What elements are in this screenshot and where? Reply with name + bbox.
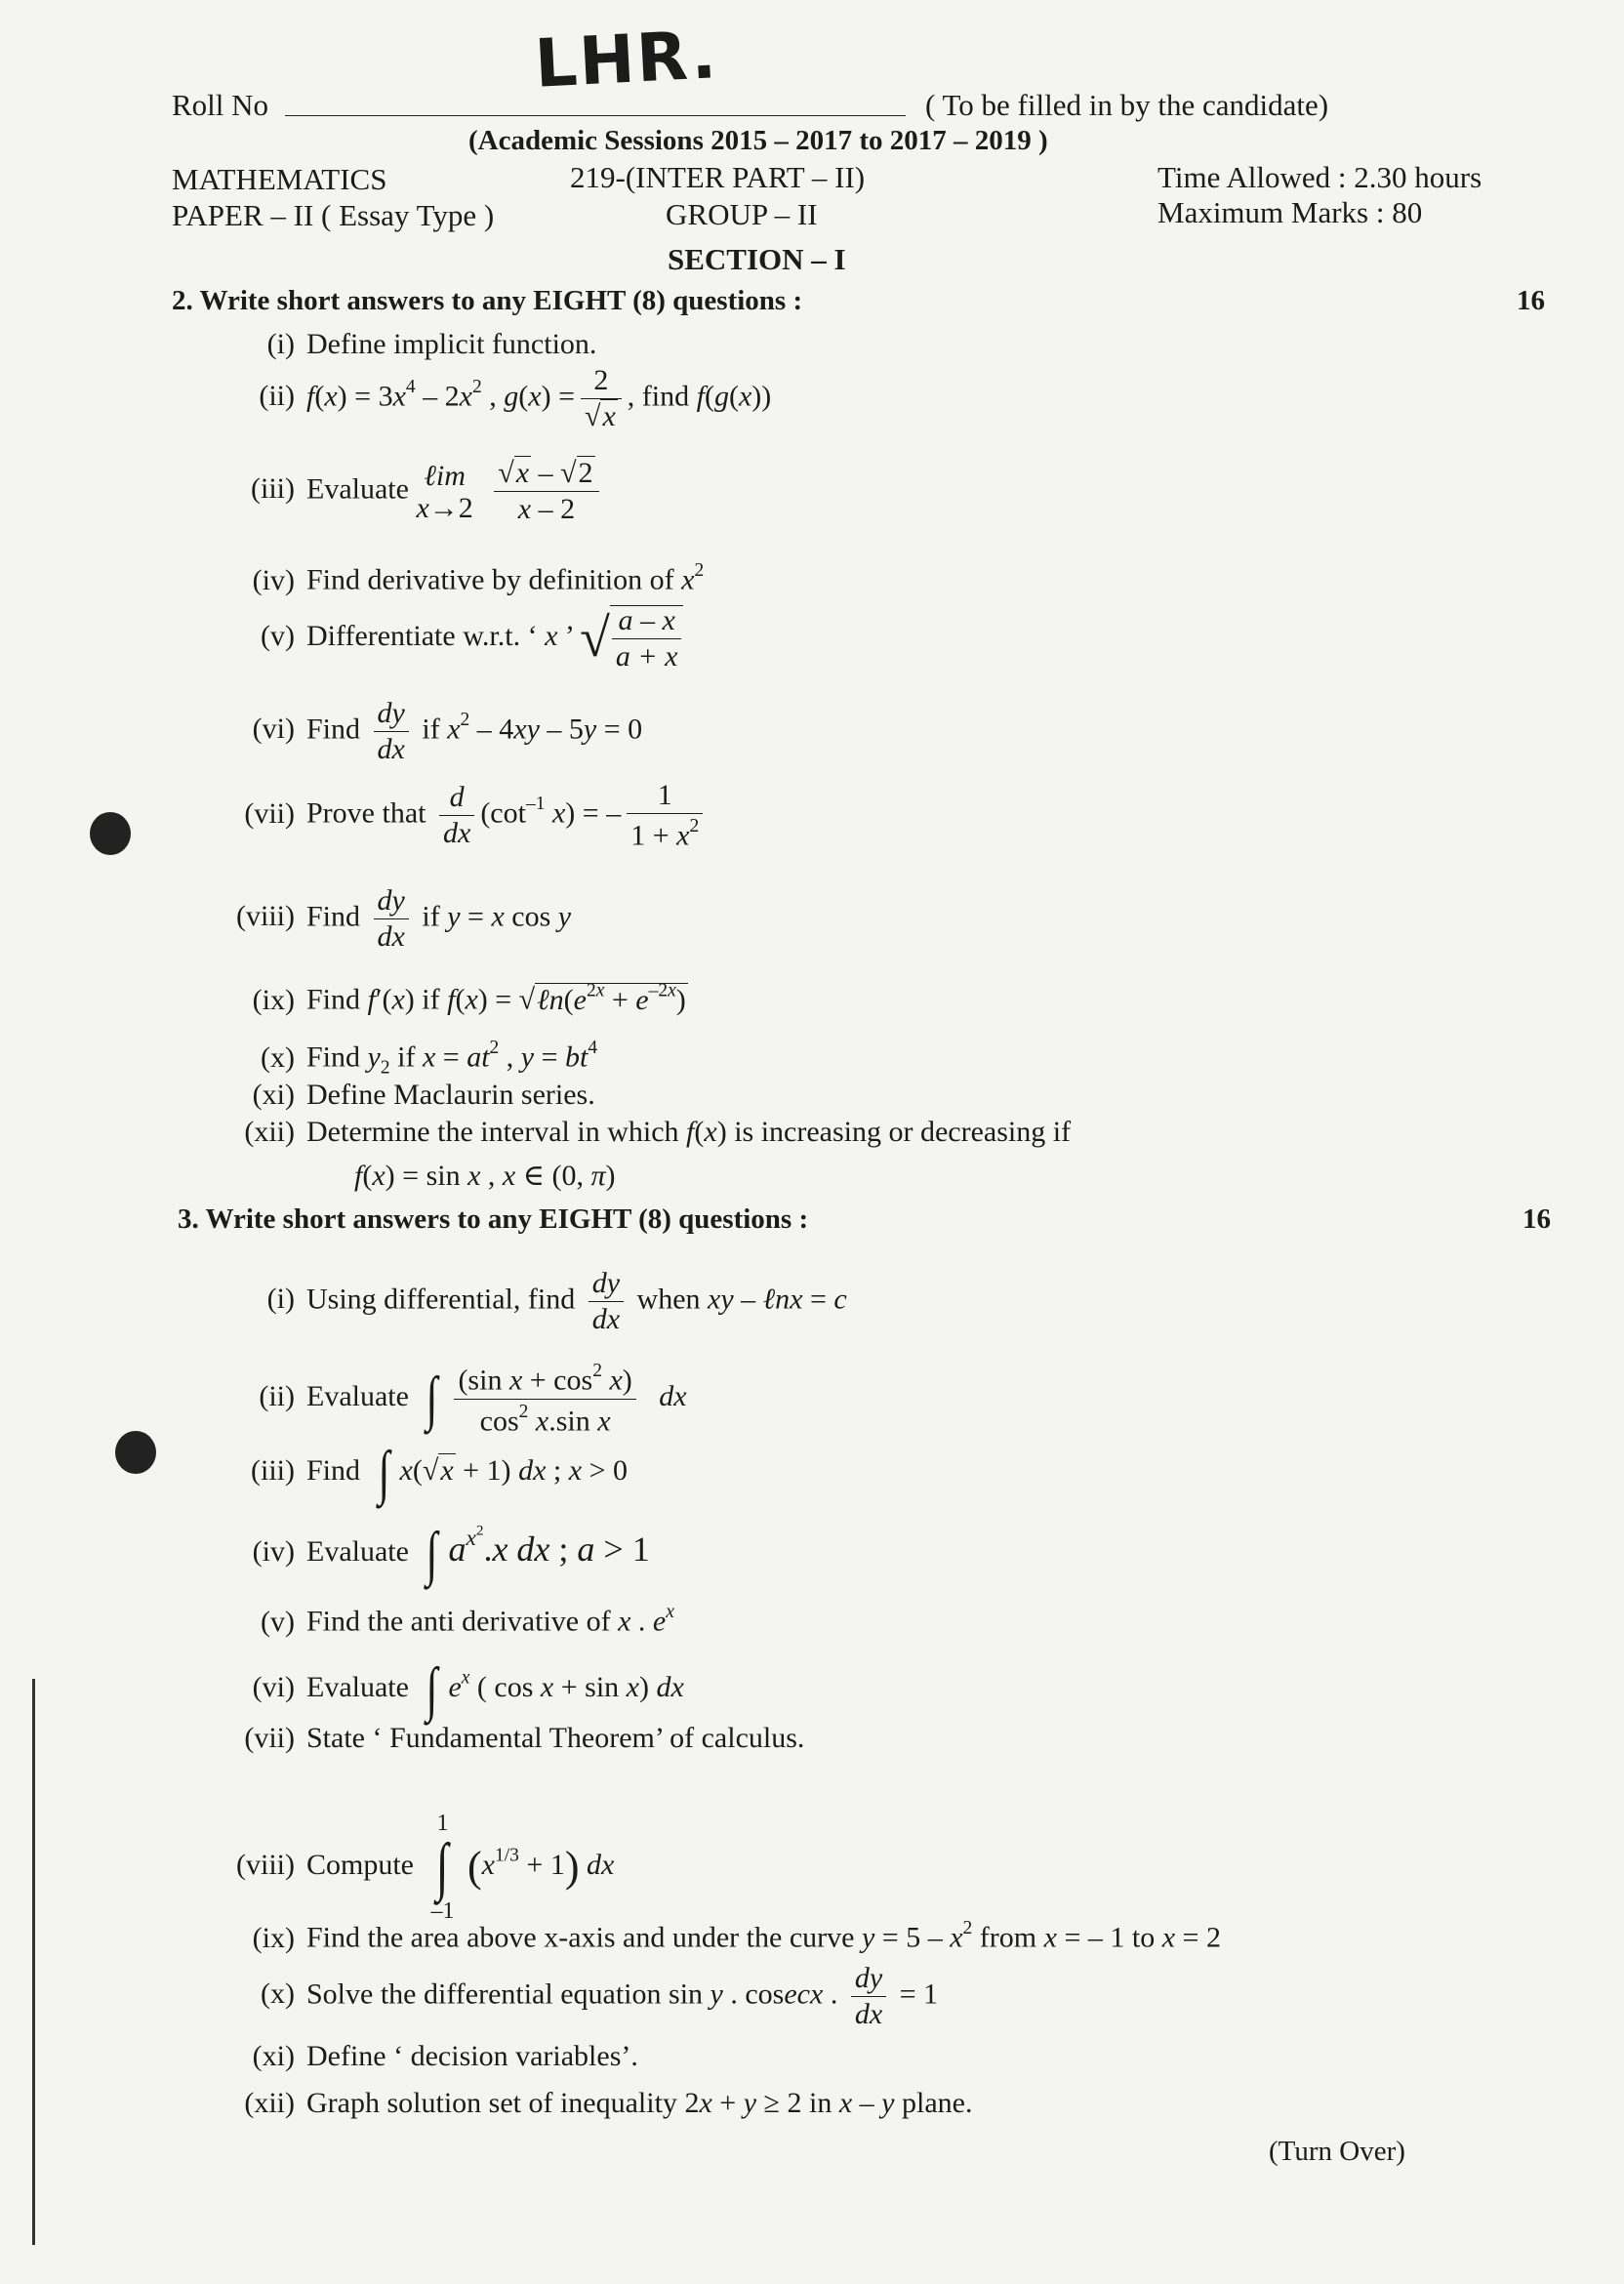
- q2-marks: 16: [1517, 285, 1545, 316]
- q3-item-xi: (xi) Define ‘ decision variables’.: [252, 2040, 638, 2072]
- academic-sessions: (Academic Sessions 2015 – 2017 to 2017 – 2019 ): [468, 125, 1048, 156]
- turn-over: (Turn Over): [1269, 2136, 1405, 2167]
- q3-item-ii: (ii) Evaluate ∫ $\frac{(\sin x + \cos^2 x)}{\cos^2 x.\sin x}$ dx: [259, 1361, 687, 1438]
- q2-item-xi: (xi) Define Maclaurin series.: [252, 1079, 595, 1111]
- q2-title: 2. Write short answers to any EIGHT (8) questions :: [172, 285, 803, 316]
- paper-type: PAPER – II ( Essay Type ): [172, 198, 495, 232]
- q2-item-xii: (xii) Determine the interval in which f(x) is increasing or decreasing if: [244, 1116, 1072, 1148]
- q2-item-vii: (vii) Prove that $\frac{d}{dx}$ ($\cot^{-1}$ x) = – $\frac{1}{1 + x^2}$: [226, 781, 709, 851]
- q3-item-x: (x) Solve the differential equation sin y . cosecx . $\frac{dy}{dx}$ = 1: [261, 1962, 939, 2030]
- q2-item-x: (x) Find $y_2$ if $x = at^2$ , $y = bt^4$: [261, 1038, 598, 1079]
- time-allowed: Time Allowed : 2.30 hours: [1157, 160, 1482, 194]
- q3-title: 3. Write short answers to any EIGHT (8) questions :: [178, 1203, 809, 1235]
- roll-no-handwritten[interactable]: LHR.: [533, 17, 720, 103]
- q2-item-vi: (vi) Find $\frac{dy}{dx}$ if $x^2 - 4xy - 5y = 0$: [252, 697, 643, 765]
- q2-item-iv: (iv) Find derivative by definition of $x^2$: [252, 560, 705, 596]
- q2-item-ix: (ix) Find f′(x) if $f(x) = √\ell n(e^{2x} + e^{-2x})$: [252, 980, 686, 1016]
- q3-item-iv: (iv) Evaluate ∫ $a^{x^2}.x$ dx ; a > 1: [252, 1521, 650, 1588]
- punch-hole-top: [90, 812, 131, 855]
- q2-item-xii-cont: f(x) = sin x , x ∈ (0, π): [354, 1160, 616, 1192]
- fill-note: ( To be filled in by the candidate): [925, 88, 1329, 122]
- group: GROUP – II: [666, 197, 818, 231]
- maximum-marks: Maximum Marks : 80: [1157, 195, 1423, 229]
- punch-hole-bottom: [115, 1431, 156, 1474]
- roll-no-line: [285, 115, 906, 116]
- margin-line: [32, 1679, 35, 2245]
- q2-item-ii: (ii) $f(x) = 3x^4 - 2x^2$ , g(x) = $\frac{2}{√x}$ , find f(g(x)): [259, 364, 772, 432]
- q3-item-ix: (ix) Find the area above x-axis and under the curve $y = 5 - x^2$ from x = – 1 to x = 2: [252, 1918, 1221, 1954]
- q2-item-iii: (iii) Evaluate ℓim x→2 $\frac{√x - √2}{x - 2}$: [226, 459, 605, 524]
- q3-item-viii: (viii) Compute 1 ∫ –1 $(x^{1/3} + 1)$ dx: [236, 1811, 615, 1924]
- section-title: SECTION – I: [668, 242, 846, 276]
- q3-item-vi: (vi) Evaluate ∫ $e^x$ ( cos x + sin x) dx: [252, 1656, 684, 1723]
- q3-marks: 16: [1522, 1203, 1551, 1235]
- q2-item-i: (i) Define implicit function.: [266, 328, 597, 360]
- paper-code: 219-(INTER PART – II): [570, 160, 866, 194]
- q3-item-iii: (iii) Find ∫ x(√x + 1) dx ; x > 0: [251, 1440, 628, 1506]
- q2-item-v: (v) Differentiate w.r.t. ‘ x ’ √ $\frac{a - x}{a + x}$: [226, 605, 689, 672]
- q3-item-i: (i) Using differential, find $\frac{dy}{dx}$ when xy – ℓnx = c: [266, 1267, 847, 1335]
- q2-item-viii: (viii) Find $\frac{dy}{dx}$ if y = x cos y: [236, 884, 572, 953]
- subject: MATHEMATICS: [172, 162, 387, 196]
- roll-no-label: Roll No: [172, 88, 269, 122]
- q3-item-xii: (xii) Graph solution set of inequality 2x + y ≥ 2 in x – y plane.: [244, 2087, 973, 2119]
- q3-item-v: (v) Find the anti derivative of x . $e^x$: [261, 1602, 674, 1638]
- q3-item-vii: (vii) State ‘ Fundamental Theorem’ of calculus.: [244, 1722, 805, 1754]
